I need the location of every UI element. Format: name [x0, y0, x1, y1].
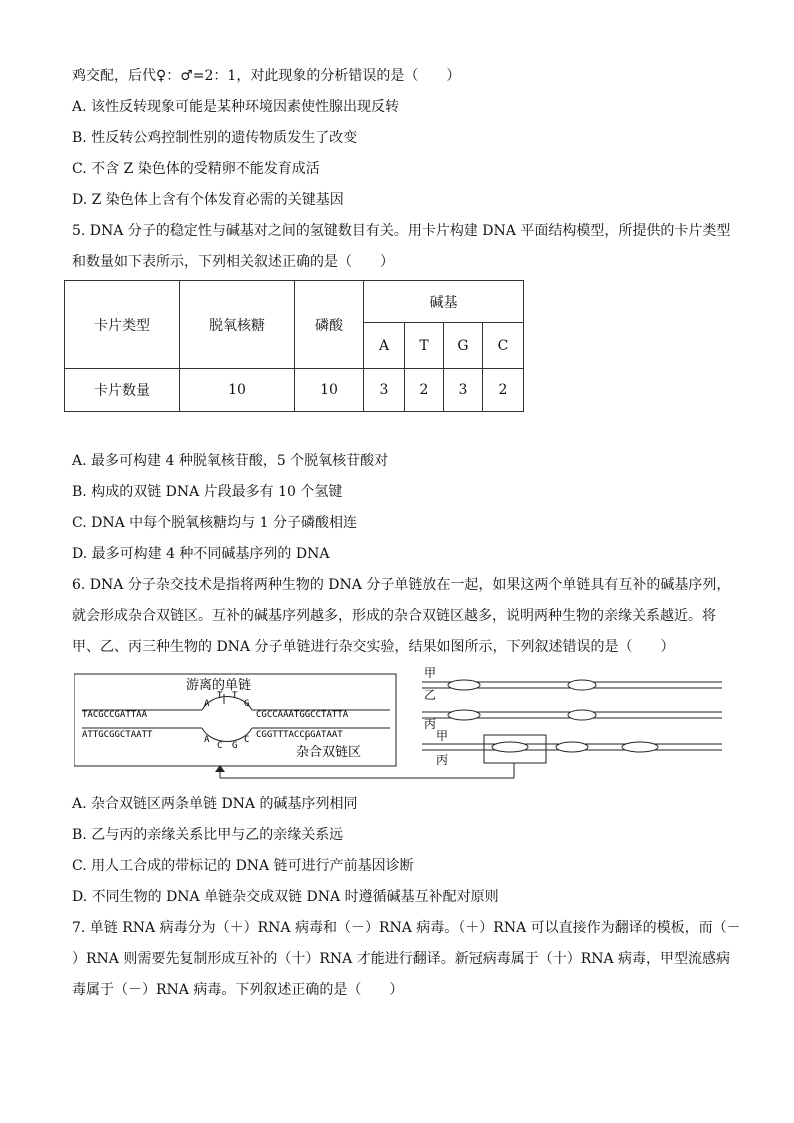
bottom-right-sequence: CGGTTTACCGGATAAT: [256, 730, 343, 740]
top-left-sequence: TACGCCGATTAA: [82, 710, 148, 720]
q4-stem: 鸡交配，后代♀：♂=2：1，对此现象的分析错误的是（ ）: [72, 68, 461, 84]
loop-bottom-base-2: C: [217, 741, 223, 751]
q6-stem-line1: 6. DNA 分子杂交技术是指将两种生物的 DNA 分子单链放在一起，如果这两个单链具有互补的碱基序列，: [72, 577, 731, 593]
q5-option-a[interactable]: A. 最多可构建 4 种脱氧核苷酸，5 个脱氧核苷酸对: [72, 453, 389, 469]
header-deoxyribose: 脱氧核糖: [180, 281, 295, 369]
q6-option-c[interactable]: C. 用人工合成的带标记的 DNA 链可进行产前基因诊断: [72, 858, 414, 874]
header-base-a: A: [364, 323, 405, 369]
q5-option-c[interactable]: C. DNA 中每个脱氧核糖均与 1 分子磷酸相连: [72, 515, 357, 531]
q5-option-b[interactable]: B. 构成的双链 DNA 片段最多有 10 个氢键: [72, 484, 343, 500]
pair3-label-bing: 丙: [436, 753, 449, 767]
loop-top-base-2: T: [217, 691, 223, 701]
header-base: 碱基: [364, 281, 524, 323]
loop-bottom-base-1: A: [204, 735, 210, 745]
bottom-left-sequence: ATTGCGGCTAATT: [82, 730, 153, 740]
q4-option-b[interactable]: B. 性反转公鸡控制性别的遗传物质发生了改变: [72, 130, 358, 146]
cell-phosphate-count: 10: [295, 369, 364, 412]
q6-option-a[interactable]: A. 杂合双链区两条单链 DNA 的碱基序列相同: [72, 796, 358, 812]
loop-top-base-3: T: [232, 691, 238, 701]
pair2-hybrid-1: [448, 710, 480, 720]
q6-stem-line3: 甲、乙、丙三种生物的 DNA 分子单链进行杂交实验，结果如图所示，下列叙述错误的是（ ）: [72, 639, 675, 655]
loop-bottom-base-3: G: [232, 741, 238, 751]
q5-stem-line2: 和数量如下表所示，下列相关叙述正确的是（ ）: [72, 254, 394, 270]
cell-sugar-count: 10: [180, 369, 295, 412]
pair1-hybrid-2: [568, 680, 596, 690]
cell-c-count: 2: [483, 369, 524, 412]
header-base-t: T: [405, 323, 444, 369]
q6-stem-line2: 就会形成杂合双链区。互补的碱基序列越多，形成的杂合双链区越多，说明两种生物的亲缘关系越近。将: [72, 608, 716, 624]
q4-option-a[interactable]: A. 该性反转现象可能是某种环境因素使性腺出现反转: [72, 99, 400, 115]
loop-bottom-base-4: C: [244, 735, 250, 745]
q4-option-c[interactable]: C. 不含 Z 染色体的受精卵不能发育成活: [72, 161, 320, 177]
q5-option-d[interactable]: D. 最多可构建 4 种不同碱基序列的 DNA: [72, 546, 330, 562]
q4-option-d[interactable]: D. Z 染色体上含有个体发育必需的关键基因: [72, 192, 344, 208]
hybridization-figure: [74, 664, 724, 784]
header-phosphate: 磷酸: [295, 281, 364, 369]
card-table: [64, 280, 524, 412]
cell-g-count: 3: [444, 369, 483, 412]
pair2-label-bing: 丙: [424, 717, 437, 731]
header-base-g: G: [444, 323, 483, 369]
pair3-hybrid-3: [622, 742, 658, 752]
pair3-label-jia: 甲: [436, 729, 449, 743]
q5-stem-line1: 5. DNA 分子的稳定性与碱基对之间的氢键数目有关。用卡片构建 DNA 平面结构模型，所提供的卡片类型: [72, 223, 731, 239]
q6-option-b[interactable]: B. 乙与丙的亲缘关系比甲与乙的亲缘关系远: [72, 827, 344, 843]
pair3-hybrid-1: [492, 742, 528, 752]
top-right-sequence: CGCCAAATGGCCTATTA: [256, 710, 349, 720]
hybrid-region-label: 杂合双链区: [296, 745, 362, 760]
pair2-hybrid-2: [568, 710, 596, 720]
pair1-label-yi: 乙: [424, 688, 437, 702]
pair3-hybrid-2: [556, 742, 588, 752]
cell-a-count: 3: [364, 369, 405, 412]
loop-top-base-4: G: [244, 699, 250, 709]
q6-option-d[interactable]: D. 不同生物的 DNA 单链杂交成双链 DNA 时遵循碱基互补配对原则: [72, 889, 499, 905]
header-base-c: C: [483, 323, 524, 369]
q7-stem-line3: 毒属于（－）RNA 病毒。下列叙述正确的是（ ）: [72, 982, 404, 998]
cell-t-count: 2: [405, 369, 444, 412]
q7-stem-line2: ）RNA 则需要先复制形成互补的（十）RNA 才能进行翻译。新冠病毒属于（十）RNA 病毒，甲型流感病: [72, 951, 731, 967]
pair1-label-jia: 甲: [424, 666, 437, 680]
free-strand-label: 游离的单链: [186, 678, 252, 693]
header-card-type: 卡片类型: [65, 281, 180, 369]
q7-stem-line1: 7. 单链 RNA 病毒分为（＋）RNA 病毒和（－）RNA 病毒。（＋）RNA 可以直接作为翻译的模板，而（－: [72, 920, 741, 936]
row-label-count: 卡片数量: [65, 369, 180, 412]
loop-top-base-1: A: [204, 699, 210, 709]
pair1-hybrid-1: [448, 680, 480, 690]
